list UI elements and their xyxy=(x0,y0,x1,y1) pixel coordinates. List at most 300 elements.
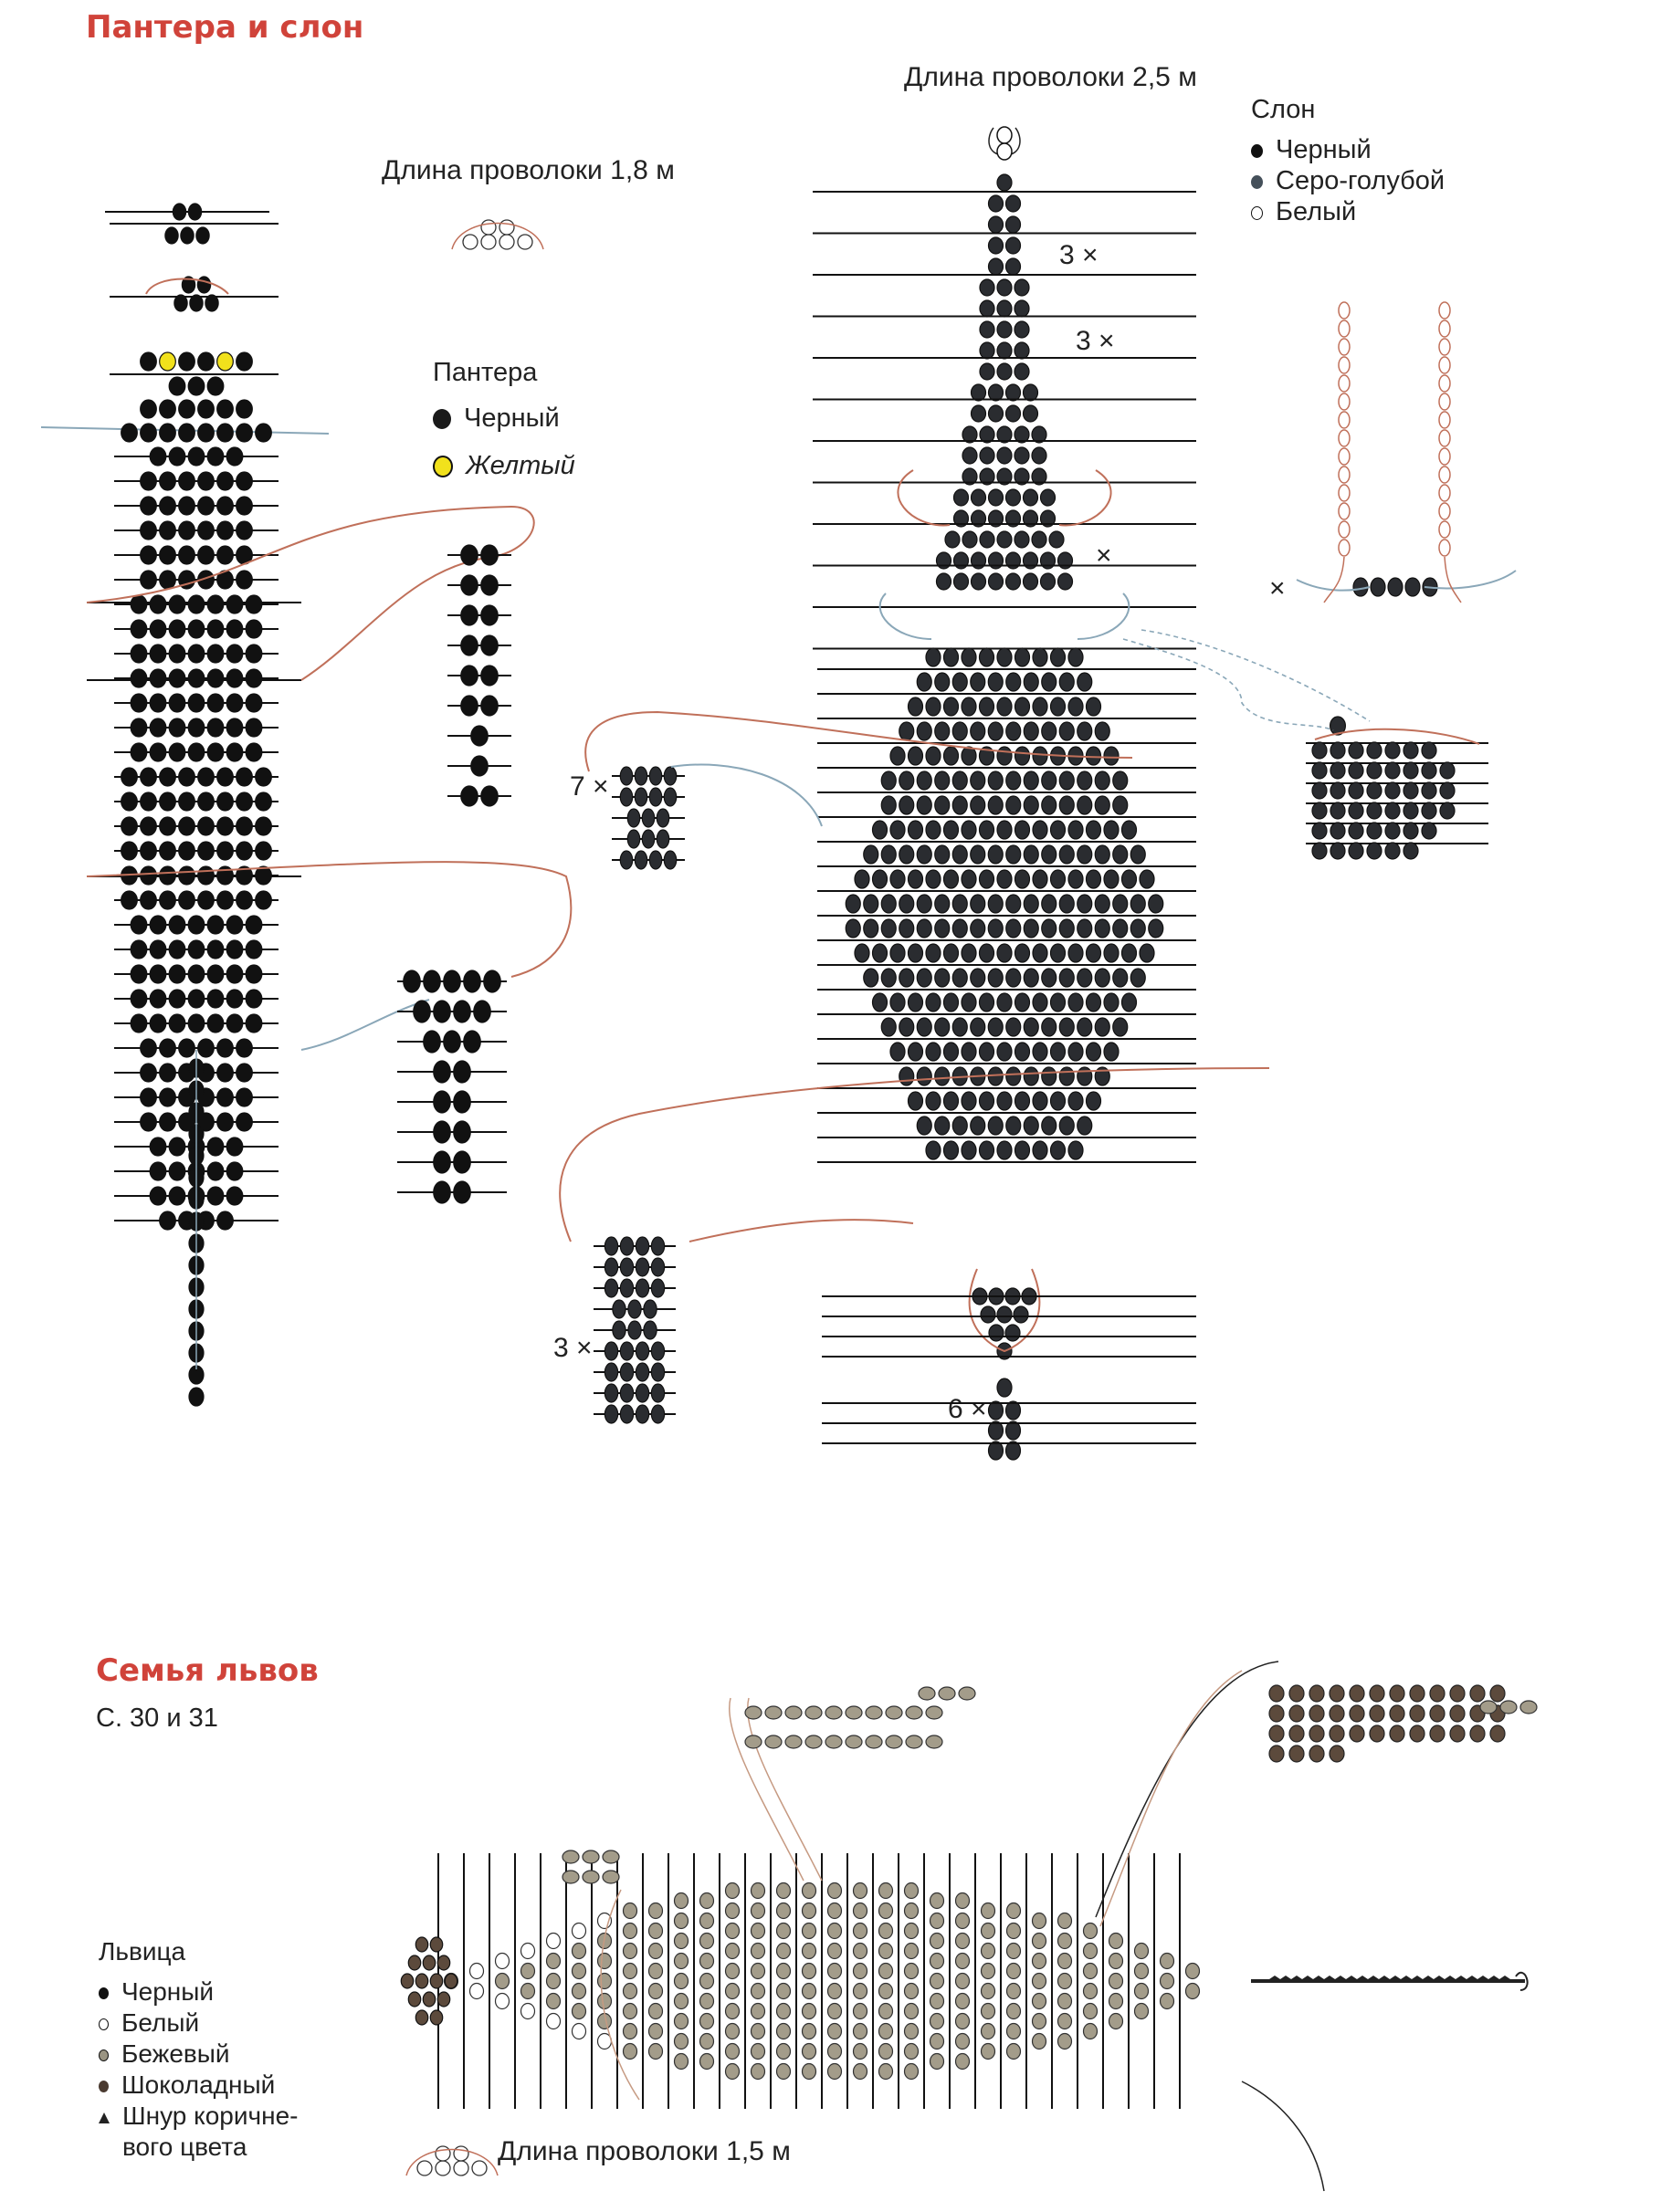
bead xyxy=(1024,1067,1038,1085)
bead xyxy=(980,321,994,338)
section-title-lions: Семья львов xyxy=(96,1652,319,1689)
bead xyxy=(905,1984,919,1999)
cord-triangle xyxy=(1499,1976,1510,1979)
bead xyxy=(624,1903,637,1919)
bead xyxy=(169,694,185,712)
bead-loop-icon xyxy=(417,2161,432,2175)
bead xyxy=(917,796,931,814)
bead xyxy=(988,1067,1003,1085)
bead xyxy=(521,1944,535,1959)
bead xyxy=(169,377,185,395)
bead xyxy=(909,944,923,962)
bead xyxy=(1059,722,1074,740)
bead-outline xyxy=(1439,320,1450,337)
bead xyxy=(1087,993,1101,1012)
bead xyxy=(1330,1745,1344,1762)
bead xyxy=(198,842,215,860)
bead xyxy=(997,300,1012,317)
bead xyxy=(919,1687,935,1700)
bead xyxy=(854,2024,867,2039)
bead xyxy=(909,821,923,839)
bead xyxy=(1130,919,1145,938)
bead xyxy=(1007,1924,1021,1939)
bead xyxy=(207,718,224,737)
bead xyxy=(150,620,166,638)
cord-triangle xyxy=(1445,1976,1456,1979)
bead xyxy=(803,2004,816,2019)
bead xyxy=(1135,1984,1149,1999)
bead xyxy=(917,1116,931,1135)
bead xyxy=(1161,1954,1174,1969)
bead xyxy=(777,2064,791,2080)
bead xyxy=(926,821,941,839)
bead xyxy=(1403,802,1418,819)
bead xyxy=(649,1903,663,1919)
bead xyxy=(971,969,985,987)
bead xyxy=(628,1321,641,1339)
bead xyxy=(1059,969,1074,987)
bead xyxy=(454,1121,470,1143)
bead xyxy=(944,648,959,666)
bead xyxy=(150,990,166,1008)
bead xyxy=(1385,802,1400,819)
bead xyxy=(675,1994,689,2009)
bead xyxy=(930,1934,944,1949)
bead xyxy=(169,1162,185,1180)
bead xyxy=(198,400,215,418)
bead xyxy=(997,447,1012,464)
bead xyxy=(700,2014,714,2029)
bead xyxy=(700,1974,714,1989)
bead xyxy=(952,673,967,691)
bead xyxy=(237,424,253,442)
bead xyxy=(547,1974,561,1989)
bead xyxy=(828,1984,842,1999)
bead xyxy=(962,870,976,888)
bead xyxy=(1078,969,1092,987)
bead xyxy=(879,1964,893,1979)
bead xyxy=(169,669,185,687)
bead xyxy=(424,970,440,992)
bead xyxy=(237,352,253,371)
bead xyxy=(256,792,272,811)
bead xyxy=(246,694,262,712)
bead xyxy=(828,1903,842,1919)
bead xyxy=(1095,796,1109,814)
bead xyxy=(1109,1974,1123,1989)
bead xyxy=(1084,1924,1098,1939)
bead xyxy=(649,851,661,869)
bead xyxy=(198,497,215,515)
bead xyxy=(854,2004,867,2019)
bead xyxy=(434,1151,450,1173)
bead xyxy=(461,666,478,686)
bead xyxy=(1068,821,1083,839)
bead xyxy=(562,1871,579,1883)
bead xyxy=(1006,895,1021,913)
bead-outline xyxy=(1339,430,1350,446)
bead xyxy=(454,1151,470,1173)
bead xyxy=(256,817,272,835)
bead xyxy=(624,1924,637,1939)
bead xyxy=(604,1279,617,1297)
wire-path xyxy=(1096,1662,1278,1917)
bead xyxy=(1371,578,1385,596)
bead xyxy=(664,788,676,806)
bead xyxy=(437,1992,449,2007)
wire-path xyxy=(1424,571,1516,588)
bead xyxy=(1024,969,1038,987)
bead xyxy=(1104,944,1119,962)
legend-label: Черный xyxy=(121,1977,215,2006)
bead xyxy=(726,1964,740,1979)
bead xyxy=(454,1001,470,1022)
bead xyxy=(1109,1994,1123,2009)
bead-loop-icon xyxy=(454,2161,468,2175)
bead xyxy=(905,1944,919,1959)
bead xyxy=(675,2054,689,2070)
bead xyxy=(803,1924,816,1939)
bead xyxy=(997,821,1012,839)
bead xyxy=(879,1984,893,1999)
bead xyxy=(1385,843,1400,859)
bead xyxy=(988,673,1003,691)
bead xyxy=(803,1883,816,1899)
bead xyxy=(160,842,176,860)
bead xyxy=(1033,1954,1046,1969)
bead xyxy=(997,1043,1012,1061)
bead xyxy=(1058,1934,1072,1949)
bead xyxy=(785,1706,802,1719)
bead xyxy=(879,1924,893,1939)
bead xyxy=(971,845,985,864)
bead xyxy=(1059,673,1074,691)
bead xyxy=(1024,573,1038,590)
bead xyxy=(121,817,138,835)
bead xyxy=(461,786,478,806)
bead xyxy=(959,1687,975,1700)
bead xyxy=(141,891,157,909)
bead xyxy=(1330,1705,1344,1722)
bead xyxy=(207,1014,224,1033)
bead xyxy=(997,279,1012,296)
bead xyxy=(131,669,147,687)
bead xyxy=(1403,762,1418,779)
bead xyxy=(226,447,243,466)
bead xyxy=(1007,1944,1021,1959)
bead xyxy=(1084,2004,1098,2019)
bead xyxy=(1006,1018,1021,1036)
bead xyxy=(726,2004,740,2019)
bead xyxy=(675,1893,689,1909)
bead xyxy=(1078,796,1092,814)
bead xyxy=(1068,648,1083,666)
bead xyxy=(1007,1984,1021,1999)
bead xyxy=(188,204,201,220)
repeat-mark: 3 × xyxy=(1059,240,1099,270)
bead xyxy=(246,595,262,613)
bead xyxy=(1033,1141,1047,1159)
bead xyxy=(952,796,967,814)
cord-triangle xyxy=(1302,1976,1313,1979)
bead xyxy=(198,1039,215,1057)
bead xyxy=(752,1883,765,1899)
wire-length-panther: Длина проволоки 1,8 м xyxy=(382,155,675,185)
bead xyxy=(141,546,157,564)
bead xyxy=(881,771,896,790)
bead xyxy=(1024,1018,1038,1036)
bead xyxy=(481,696,498,716)
bead xyxy=(1015,944,1030,962)
bead xyxy=(879,2064,893,2080)
bead xyxy=(160,817,176,835)
bead-loop-icon xyxy=(481,220,496,235)
bead xyxy=(726,2044,740,2060)
bead xyxy=(1006,258,1021,275)
bead xyxy=(188,620,205,638)
bead xyxy=(173,204,185,220)
bead xyxy=(603,1850,619,1863)
bead xyxy=(906,1706,922,1719)
bead xyxy=(481,635,498,655)
bead xyxy=(1135,1964,1149,1979)
bead xyxy=(131,990,147,1008)
bead-outline xyxy=(1339,393,1350,410)
bead xyxy=(1440,782,1455,799)
bead xyxy=(1422,802,1436,819)
bead-outline xyxy=(1339,521,1350,538)
bead xyxy=(461,696,478,716)
bead xyxy=(547,2014,561,2029)
bead xyxy=(573,1924,586,1939)
bead xyxy=(926,1735,942,1748)
bead xyxy=(962,821,976,839)
bead xyxy=(1410,1725,1424,1742)
bead xyxy=(150,645,166,663)
bead xyxy=(890,1043,905,1061)
bead xyxy=(179,792,195,811)
bead xyxy=(997,531,1012,548)
bead xyxy=(962,944,976,962)
bead xyxy=(207,1137,224,1156)
bead xyxy=(131,1014,147,1033)
bead xyxy=(855,870,869,888)
bead xyxy=(1006,216,1021,233)
bead xyxy=(700,1913,714,1929)
bead xyxy=(1006,384,1021,401)
bead xyxy=(1113,771,1128,790)
bead xyxy=(1051,1092,1066,1110)
bead xyxy=(404,970,420,992)
bead xyxy=(141,352,157,371)
bead xyxy=(246,990,262,1008)
bead xyxy=(930,1974,944,1989)
bead xyxy=(496,1994,510,2009)
bead xyxy=(1024,845,1038,864)
bead xyxy=(881,969,896,987)
bead xyxy=(1059,1116,1074,1135)
bead xyxy=(160,1211,176,1230)
bead xyxy=(1390,1705,1404,1722)
bead xyxy=(636,1237,648,1255)
bead xyxy=(726,1903,740,1919)
bead xyxy=(1269,1685,1284,1702)
bead xyxy=(1385,762,1400,779)
legend-label: Шнур коричне- xyxy=(122,2102,299,2130)
bead xyxy=(160,1064,176,1082)
bead xyxy=(1135,1944,1149,1959)
bead xyxy=(700,2034,714,2050)
bead xyxy=(879,2044,893,2060)
bead xyxy=(1068,1043,1083,1061)
bead xyxy=(765,1706,782,1719)
bead-loop-icon xyxy=(436,2161,450,2175)
bead xyxy=(971,722,985,740)
bead xyxy=(926,1043,941,1061)
bead xyxy=(1113,845,1128,864)
bead-outline xyxy=(1439,302,1450,319)
bead xyxy=(917,771,931,790)
bead xyxy=(726,1924,740,1939)
bead xyxy=(988,771,1003,790)
bead xyxy=(651,1342,664,1360)
bead xyxy=(207,965,224,983)
bead xyxy=(1390,1685,1404,1702)
bead xyxy=(649,2024,663,2039)
bead xyxy=(854,2044,867,2060)
bead xyxy=(198,891,215,909)
bead xyxy=(785,1735,802,1748)
bead xyxy=(1078,673,1092,691)
bead xyxy=(598,1994,612,2009)
bead-outline xyxy=(1439,448,1450,465)
bead xyxy=(642,830,654,848)
bead xyxy=(1349,843,1363,859)
bead xyxy=(217,1211,234,1230)
bead xyxy=(628,1300,641,1318)
bead xyxy=(917,1018,931,1036)
bead xyxy=(1269,1705,1284,1722)
bead xyxy=(1186,1964,1200,1979)
bead xyxy=(777,2004,791,2019)
bead xyxy=(649,767,661,785)
bead xyxy=(881,895,896,913)
bead xyxy=(1033,870,1047,888)
bead xyxy=(573,1984,586,1999)
bead xyxy=(207,1162,224,1180)
bead xyxy=(803,1964,816,1979)
wire-path xyxy=(1123,639,1333,730)
bead xyxy=(700,1954,714,1969)
bead xyxy=(1095,845,1109,864)
bead xyxy=(962,1141,976,1159)
bead-outline xyxy=(1439,430,1450,446)
bead xyxy=(828,2064,842,2080)
bead xyxy=(1033,2034,1046,2050)
bead xyxy=(583,1850,599,1863)
bead xyxy=(434,1181,450,1203)
bead xyxy=(1033,1092,1047,1110)
bead xyxy=(854,2064,867,2080)
bead xyxy=(1041,489,1056,506)
bead xyxy=(879,2024,893,2039)
bead xyxy=(649,2044,663,2060)
bead xyxy=(1033,697,1047,716)
bead xyxy=(1058,573,1073,590)
bead xyxy=(980,821,994,839)
bead xyxy=(169,620,185,638)
bead xyxy=(1349,782,1363,799)
bead xyxy=(169,965,185,983)
bead xyxy=(121,768,138,786)
bead xyxy=(573,2004,586,2019)
bead xyxy=(1385,782,1400,799)
bead xyxy=(982,2044,995,2060)
bead xyxy=(726,1944,740,1959)
bead xyxy=(982,1903,995,1919)
bead xyxy=(854,1944,867,1959)
bead xyxy=(1186,1984,1200,1999)
bead xyxy=(972,573,986,590)
bead xyxy=(988,969,1003,987)
bead-loop-icon xyxy=(499,235,514,249)
bead xyxy=(980,944,994,962)
bead-white xyxy=(997,127,1012,143)
bead xyxy=(424,1031,440,1053)
bead xyxy=(935,919,950,938)
bead xyxy=(944,821,959,839)
bead xyxy=(846,895,860,913)
bead-loop-icon xyxy=(454,2146,468,2161)
bead xyxy=(604,1237,617,1255)
bead xyxy=(945,531,960,548)
bead xyxy=(989,258,1004,275)
bead xyxy=(237,817,253,835)
bead xyxy=(150,1162,166,1180)
bead xyxy=(935,673,950,691)
bead xyxy=(1007,1964,1021,1979)
bead xyxy=(188,1014,205,1033)
legend-label: Белый xyxy=(121,2008,200,2037)
bead xyxy=(649,2004,663,2019)
bead xyxy=(461,575,478,595)
bead xyxy=(935,1018,950,1036)
bead xyxy=(752,2024,765,2039)
bead xyxy=(141,400,157,418)
bead xyxy=(644,1321,657,1339)
bead xyxy=(971,673,985,691)
bead xyxy=(179,817,195,835)
bead xyxy=(935,969,950,987)
bead xyxy=(1289,1725,1304,1742)
bead xyxy=(675,2034,689,2050)
bead xyxy=(188,669,205,687)
bead xyxy=(150,1014,166,1033)
cord-triangle xyxy=(1357,1976,1368,1979)
bead xyxy=(636,1384,648,1402)
bead xyxy=(217,768,234,786)
bead xyxy=(188,377,205,395)
bead xyxy=(675,1954,689,1969)
wire-path xyxy=(585,712,1132,771)
bead xyxy=(237,792,253,811)
bead xyxy=(1309,1725,1324,1742)
bead xyxy=(930,2014,944,2029)
bead xyxy=(256,842,272,860)
bead xyxy=(1087,747,1101,765)
bead xyxy=(160,792,176,811)
bead xyxy=(952,1116,967,1135)
